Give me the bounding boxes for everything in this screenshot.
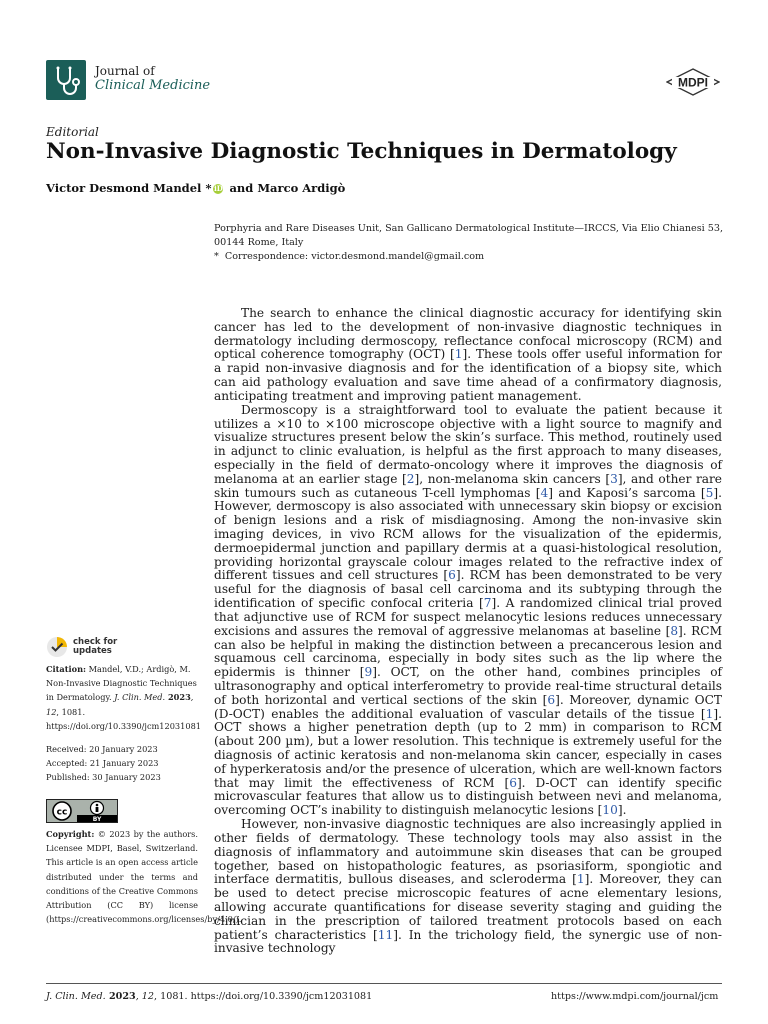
reference-link[interactable]: 2 xyxy=(406,471,415,486)
orcid-icon[interactable]: iD xyxy=(214,184,223,193)
reference-link[interactable]: 1 xyxy=(576,872,585,887)
check-updates-line2: updates xyxy=(73,646,112,656)
reference-link[interactable]: 6 xyxy=(547,692,556,707)
reference-link[interactable]: 6 xyxy=(448,568,456,583)
citation-doi[interactable]: , 1081. https://doi.org/10.3390/jcm12031081 xyxy=(46,706,201,731)
article-type: Editorial xyxy=(46,125,99,139)
corresponding-mark: * xyxy=(205,181,212,195)
check-updates-icon xyxy=(46,636,68,658)
reference-link[interactable]: 10 xyxy=(602,803,618,818)
correspondence: * Correspondence: victor.desmond.mandel@gmail.com xyxy=(214,251,485,262)
mdpi-logo-text: MDPI xyxy=(678,75,708,90)
reference-link[interactable]: 11 xyxy=(377,927,394,942)
citation-text: Mandel, V.D.; Ardigò, M. Non-Invasive Diagnostic Techniques in Dermatology. xyxy=(46,664,197,703)
footer-citation xyxy=(46,991,372,1002)
cc-by-license-badge[interactable] xyxy=(46,799,118,823)
reference-link[interactable]: 1 xyxy=(454,347,463,362)
author-list xyxy=(46,181,345,195)
citation-journal: J. Clin. Med. xyxy=(114,692,166,703)
reference-link[interactable]: 1 xyxy=(705,706,714,721)
cc-by-icon xyxy=(47,800,117,822)
affiliation xyxy=(214,222,724,264)
footer-volume: , 12 xyxy=(135,991,155,1002)
check-for-updates-button[interactable] xyxy=(46,635,126,661)
published-date: Published: 30 January 2023 xyxy=(46,772,161,783)
reference-link[interactable]: 3 xyxy=(610,471,618,486)
stethoscope-icon xyxy=(46,60,86,100)
by-text: BY xyxy=(92,816,102,822)
footer-year: 2023 xyxy=(105,991,136,1002)
journal-name-line1: Journal of xyxy=(95,64,155,78)
reference-link[interactable]: 6 xyxy=(509,775,517,790)
reference-link[interactable]: 4 xyxy=(540,485,549,500)
journal-logo xyxy=(46,60,86,100)
citation-block xyxy=(46,662,201,733)
article-body xyxy=(214,307,722,956)
received-date: Received: 20 January 2023 xyxy=(46,744,158,754)
mdpi-logo-graphic xyxy=(666,68,720,96)
journal-name-line2: Clinical Medicine xyxy=(95,78,211,93)
journal-name xyxy=(95,64,210,94)
author-name[interactable]: Victor Desmond Mandel xyxy=(46,181,202,195)
footer-doi[interactable]: , 1081. https://doi.org/10.3390/jcm12031081 xyxy=(154,991,373,1002)
footer-journal-url[interactable]: https://www.mdpi.com/journal/jcm xyxy=(551,991,719,1002)
citation-volume: , 12 xyxy=(46,692,194,717)
accepted-date: Accepted: 21 January 2023 xyxy=(46,758,159,769)
footer-divider xyxy=(46,983,722,984)
mdpi-logo xyxy=(666,68,720,96)
citation-year: 2023 xyxy=(165,692,191,703)
reference-link[interactable]: 9 xyxy=(364,665,373,680)
affiliation-text: Porphyria and Rare Diseases Unit, San Gallicano Dermatological Institute—IRCCS, Via Elio Chianesi 53, 00144 Rome, Italy xyxy=(214,223,723,248)
footer-journal: J. Clin. Med. xyxy=(46,991,106,1002)
check-updates-line1: check for xyxy=(73,637,118,647)
paragraph: However, non-invasive diagnostic techniques are also increasingly applied in other fields of dermatology. These technology tools may also assist in the diagnosis of inflammatory and autoimmune skin diseases that can be grouped together, based on histopathologic features, as psoriasiform, spongiotic and interface dermatitis, bullous diseases, and scleroderma [1]. Moreover, they can be used to detect precise microscopic features of acne elementary lesions, allowing accurate quantifications for disease severity staging and guiding the clinician in the prescription of tailored treatment protocols based on each patient’s characteristics [11]. In the trichology field, the synergic use of non-invasive technology xyxy=(214,817,722,956)
copyright-label: Copyright: xyxy=(46,829,95,839)
cc-text: cc xyxy=(56,807,68,818)
copyright-notice xyxy=(46,827,242,926)
article-title: Non-Invasive Diagnostic Techniques in Dermatology xyxy=(46,139,677,164)
paragraph: Dermoscopy is a straightforward tool to evaluate the patient because it utilizes a ×10 to ×100 microscope objective with a light source to magnify and visualize structures present below the skin’s surface. This method, routinely used in adjunct to clinic evaluation, is helpful as the first approach to many diseases, especially in the field of dermato-oncology where it improves the diagnosis of melanoma at an earlier stage [2], non-melanoma skin cancers [3], and other rare skin tumours such as cutaneous T-cell lymphomas [4] and Kaposi’s sarcoma [5]. However, dermoscopy is also associated with unnecessary skin biopsy or excision of benign lesions and a risk of misdiagnosing. Among the non-invasive skin imaging devices, in vivo RCM allows for the visualization of the epidermis, dermoepidermal junction and papillary dermis at a quasi-histological resolution, providing horizontal grayscale colour images related to the refractive index of different tissues and cell structures [6]. RCM has been demonstrated to be very useful for the diagnosis of basal cell carcinoma and its subtyping through the identification of specific confocal criteria [7]. A randomized clinical trial proved that adjunctive use of RCM for suspect melanocytic lesions reduces unnecessary excisions and assures the removal of aggressive melanomas at baseline [8]. RCM can also be helpful in making the distinction between a precancerous lesion and squamous cell carcinoma, especially in body sites such as the lip where the epidermis is thinner [9]. OCT, on the other hand, combines principles of ultrasonography and optical interferometry to provide real-time structural details of both horizontal and vertical sections of the skin [6]. Moreover, dynamic OCT (D-OCT) enables the additional evaluation of vascular details of the tissue [1]. OCT shows a higher penetration depth (up to 2 mm) in comparison to RCM (about 200 µm), but a lower resolution. This technique is extremely useful for the diagnosis of actinic keratosis and non-melanoma skin cancer, especially in cases of hyperkeratosis and/or the presence of ulceration, which are well-known factors that may limit the effectiveness of RCM [6]. D-OCT can identify specific microvascular features that allow us to distinguish between nevi and melanoma, overcoming OCT’s inability to distinguish melanocytic lesions [10]. xyxy=(214,402,723,818)
reference-link[interactable]: 7 xyxy=(483,596,492,611)
reference-link[interactable]: 5 xyxy=(705,485,714,500)
citation-label: Citation: xyxy=(46,664,87,674)
copyright-text: © 2023 by the authors. Licensee MDPI, Basel, Switzerland. This article is an open access article distributed under the terms and conditions of the Creative Commons Attribution (CC BY) license (https://creativecommons.org/licenses/by/4.0/). xyxy=(46,829,242,925)
publication-dates xyxy=(46,742,201,785)
paragraph: The search to enhance the clinical diagnostic accuracy for identifying skin cancer has led to the development of non-invasive diagnostic techniques in dermatology including dermoscopy, reflectance confocal microscopy (RCM) and optical coherence tomography (OCT) [1]. These tools offer useful information for a rapid non-invasive diagnosis and for the identification of a biopsy site, which can aid pathology evaluation and save time ahead of a confirmatory diagnosis, anticipating treatment and improving patient management. xyxy=(214,306,722,403)
author-name[interactable]: and Marco Ardigò xyxy=(229,181,346,195)
check-updates-label xyxy=(73,638,117,656)
reference-link[interactable]: 8 xyxy=(670,623,679,638)
